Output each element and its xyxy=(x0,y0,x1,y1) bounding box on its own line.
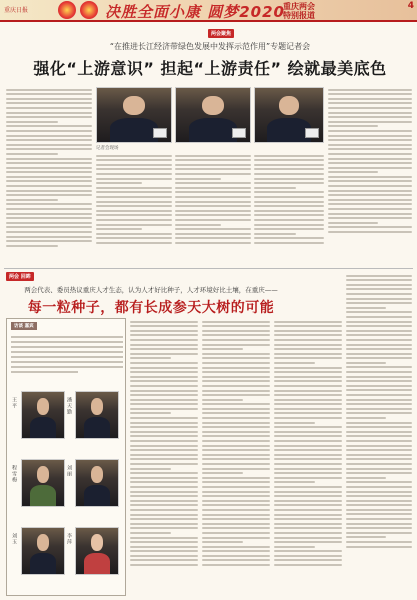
top-headline: 强化“上游意识” 担起“上游责任” 绘就最美底色 xyxy=(33,59,387,78)
article-text-column xyxy=(328,86,412,266)
guest-portrait xyxy=(75,527,119,575)
article-text-column xyxy=(6,86,92,266)
bottom-kicker: 两会代表、委员热议重庆人才生态，认为人才好比种子，人才环境好比土壤，在重庆—— xyxy=(24,286,278,294)
masthead-banner xyxy=(0,0,417,22)
guest-name: 王平 xyxy=(11,397,17,409)
card-label: 访谈 嘉宾 xyxy=(11,322,37,330)
banner-section-line2: 特别报道 xyxy=(283,11,315,20)
guest-portrait xyxy=(75,459,119,507)
speaker-photo xyxy=(96,87,172,143)
photo-caption: 记者会现场 xyxy=(96,146,119,151)
bottom-headline: 每一粒种子，都有长成参天大树的可能 xyxy=(27,300,275,316)
guest-portrait xyxy=(21,459,65,507)
guest-roster xyxy=(11,333,123,373)
banner-section-line1: 重庆两会 xyxy=(283,2,315,11)
banner-section xyxy=(283,2,315,20)
guest-name: 刘玉 xyxy=(11,533,17,545)
guest-portrait xyxy=(21,391,65,439)
guest-name: 刘丽 xyxy=(66,465,72,477)
article-text-column xyxy=(175,152,251,262)
guest-portrait xyxy=(75,391,119,439)
speaker-photo xyxy=(175,87,251,143)
section-label-bottom: 两会 回眸 xyxy=(6,272,34,281)
article-text-column xyxy=(274,318,342,596)
article-text-column xyxy=(202,318,270,596)
guest-name: 潘天勤 xyxy=(66,397,72,415)
guest-name: 程雪梅 xyxy=(11,465,17,483)
guest-name: 李萍 xyxy=(66,533,72,545)
top-kicker: “在推进长江经济带绿色发展中发挥示范作用”专题记者会 xyxy=(109,42,311,51)
article-text-column xyxy=(346,272,412,596)
article-text-column xyxy=(96,152,172,262)
article-text-column xyxy=(254,152,324,262)
page-number: 4 xyxy=(407,1,414,11)
speaker-photo xyxy=(254,87,324,143)
guest-portrait xyxy=(21,527,65,575)
banner-title: 决胜全面小康 圆梦2020 xyxy=(105,3,285,21)
article-text-column xyxy=(130,318,198,596)
section-divider xyxy=(4,268,413,269)
guests-card xyxy=(6,318,126,596)
lantern-icon xyxy=(80,1,98,19)
paper-name: 重庆日报 xyxy=(4,7,29,14)
lantern-icon xyxy=(58,1,76,19)
section-label-top: 两会聚焦 xyxy=(208,29,234,38)
